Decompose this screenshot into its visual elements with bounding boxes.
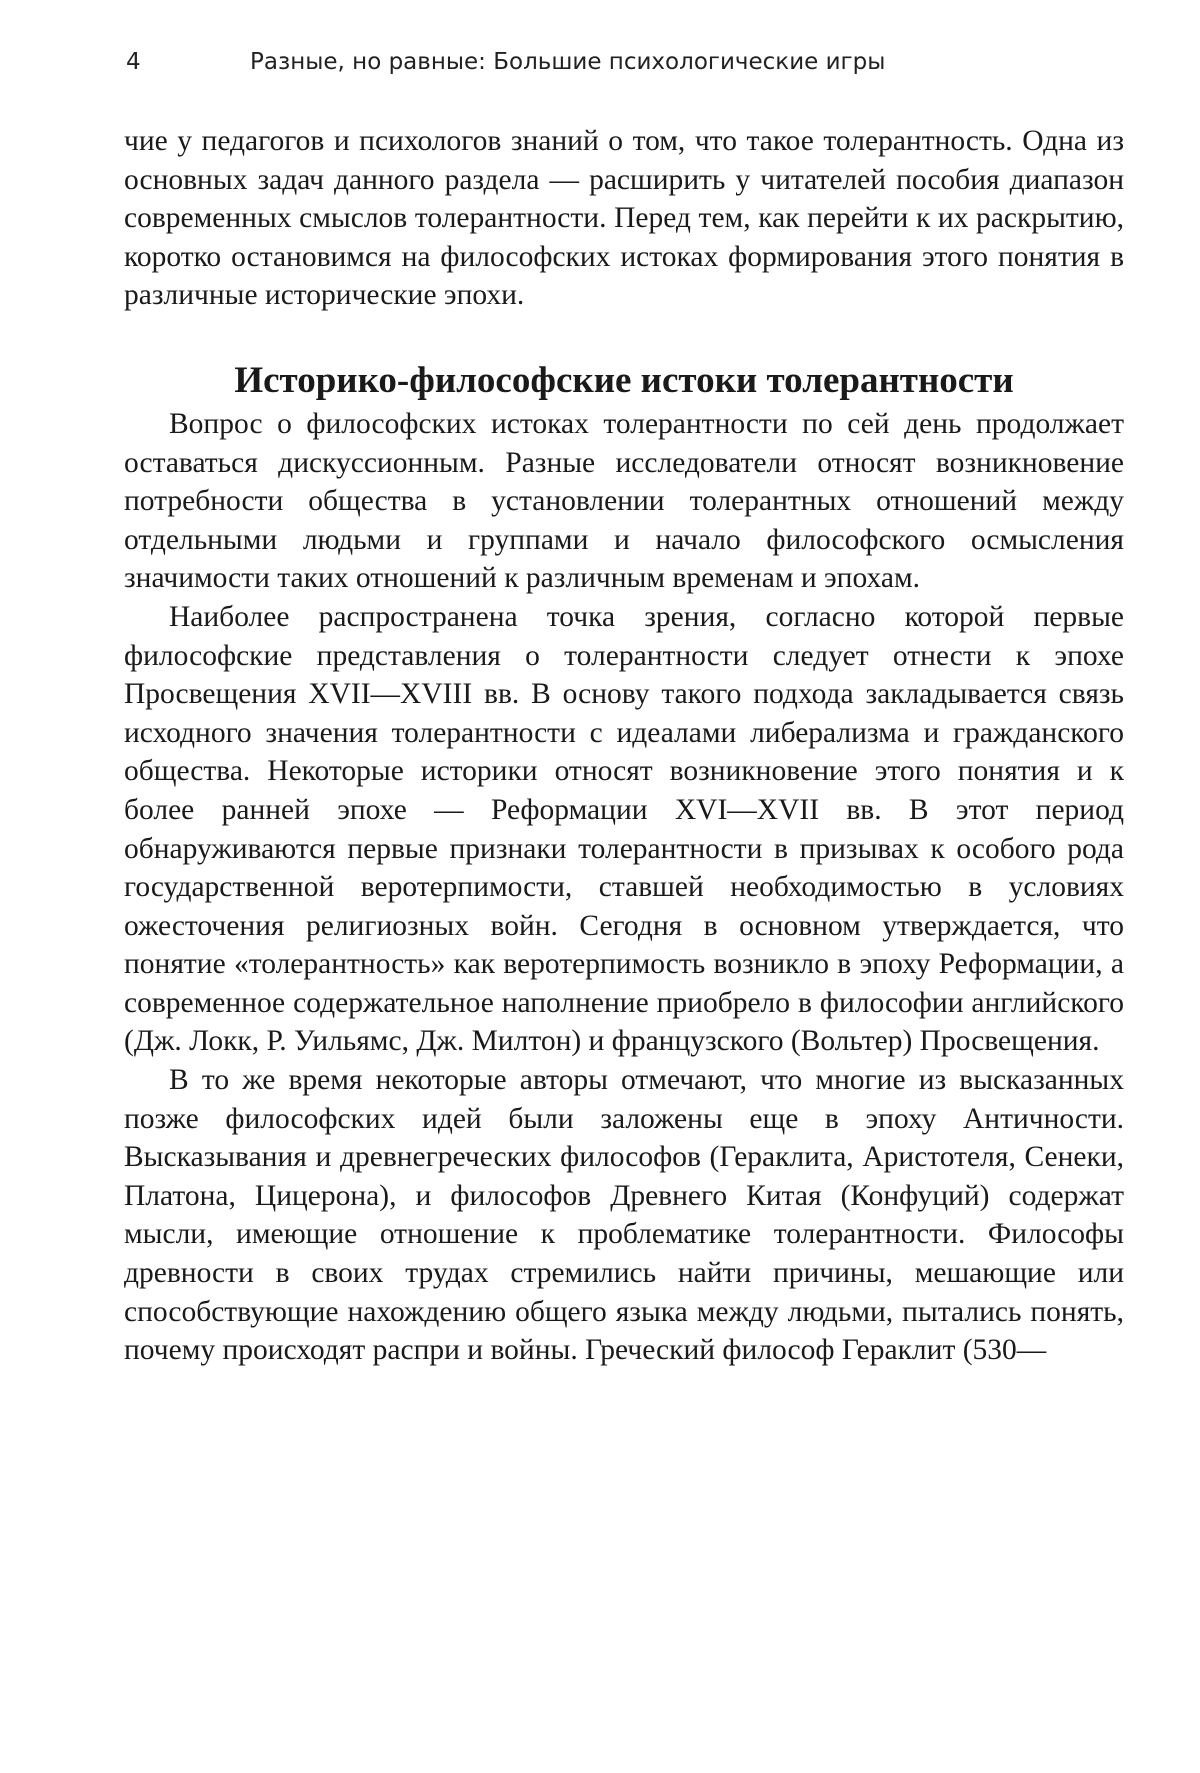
- body-text: [124, 122, 1124, 1370]
- paragraph: В то же время некоторые авторы отмечают, что многие из высказанных позже философских идей были заложены еще в эпоху Античности. Высказывания и древнегреческих философов (Гераклита, Аристотеля, Сенеки, Платона, Цицерона), и философов Древнего Китая (Конфуций) содержат мысли, имеющие отношение к проблематике толерантности. Философы древности в своих трудах стремились найти причины, мешающие или способствующие нахождению общего языка между людьми, пытались понять, почему происходят распри и войны. Греческий философ Гераклит (530—: [124, 1064, 1124, 1367]
- running-header: [126, 42, 1086, 82]
- page-number: 4: [126, 49, 141, 75]
- paragraph: Вопрос о философских истоках толерантности по сей день продолжает оставаться дискуссионным. Разные исследователи относят возникновение потребности общества в установлении толерантных отношений между отдельными людьми и группами и начало философского осмысления значимости таких отношений к различным временам и эпохам.: [124, 407, 1124, 595]
- paragraph: Наиболее распространена точка зрения, согласно которой первые философские представления о толерантности следует отнести к эпохе Просвещения XVII—XVIII вв. В основу такого подхода закладывается связь исходного значения толерантности с идеалами либерализма и гражданского общества. Некоторые историки относят возникновение этого понятия и к более ранней эпохе — Реформации XVI—XVII вв. В этот период обнаруживаются первые признаки толерантности в призывах к особого рода государственной веротерпимости, ставшей необходимостью в условиях ожесточения религиозных войн. Сегодня в основном утверждается, что понятие «толерантность» как веротерпимость возникло в эпоху Реформации, а современное содержательное наполнение приобрело в философии английского (Дж. Локк, Р. Уильямс, Дж. Милтон) и французского (Вольтер) Просвещения.: [124, 600, 1124, 1058]
- opening-paragraph: чие у педагогов и психологов знаний о том, что такое толерантность. Одна из основных задач данного раздела — расширить у читателей пособия диапазон современных смыслов толерантности. Перед тем, как перейти к их раскрытию, коротко остановимся на философских истоках формирования этого понятия в различные исторические эпохи.: [124, 125, 1124, 312]
- section-heading: Историко-философские истоки толерантности: [234, 359, 1014, 401]
- running-title: Разные, но равные: Большие психологические игры: [250, 49, 886, 75]
